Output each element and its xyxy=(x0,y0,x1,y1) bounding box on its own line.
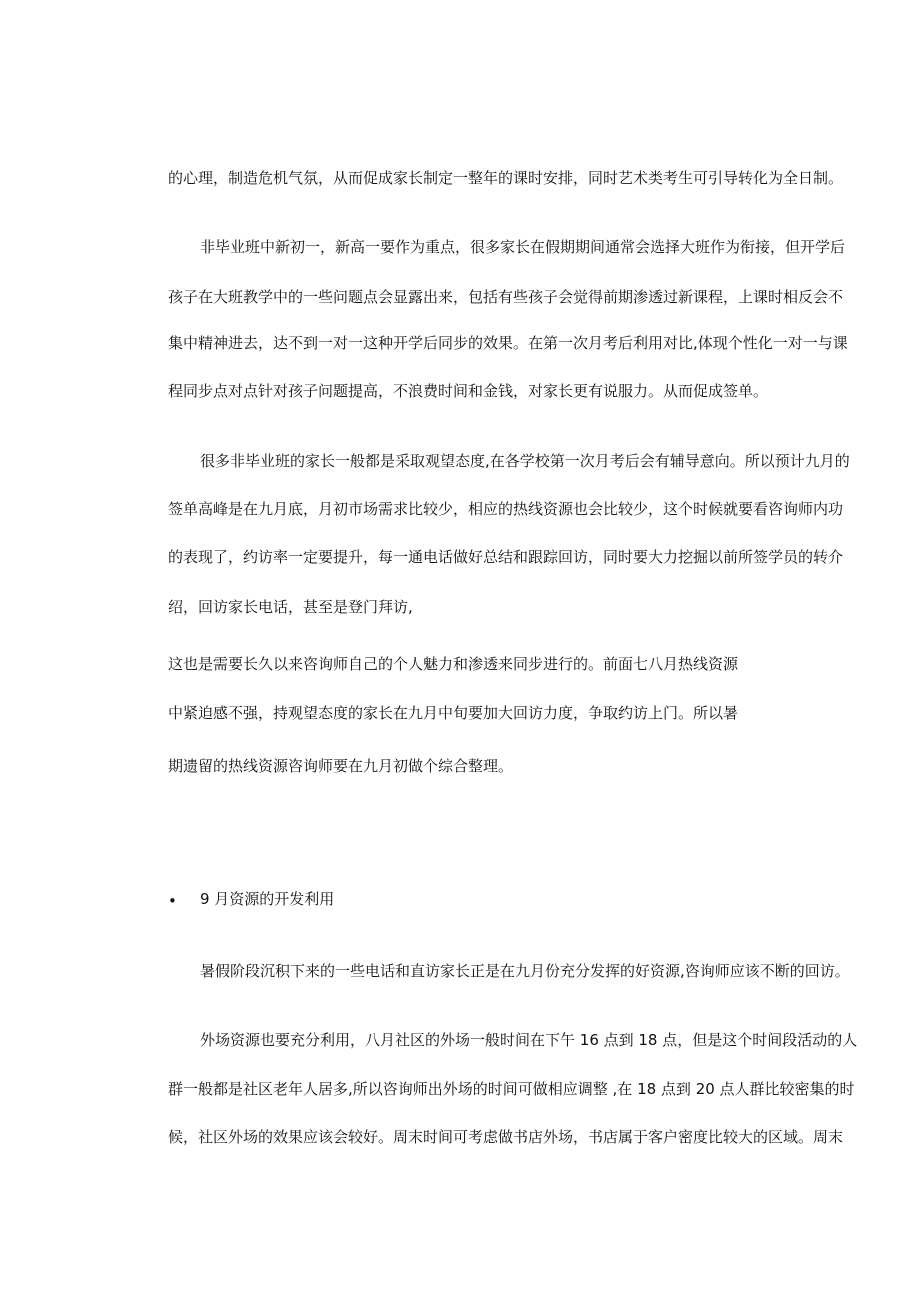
paragraph-4-line-1: 这也是需要长久以来咨询师自己的个人魅力和渗透来同步进行的。前面七八月热线资源 xyxy=(168,655,739,673)
paragraph-6-line-3: 候，社区外场的效果应该会较好。周末时间可考虑做书店外场，书店属于客户密度比较大的区域。周末 xyxy=(168,1128,844,1146)
paragraph-5-line-1: 暑假阶段沉积下来的一些电话和直访家长正是在九月份充分发挥的好资源,咨询师应该不断的回访。 xyxy=(200,962,850,980)
paragraph-6-line-2: 群一般都是社区老年人居多,所以咨询师出外场的时间可做相应调整 ,在 18 点到 20 点人群比较密集的时 xyxy=(168,1080,855,1098)
paragraph-4-line-2: 中紧迫感不强，持观望态度的家长在九月中旬要加大回访力度，争取约访上门。所以暑 xyxy=(168,704,739,722)
paragraph-6-line-1: 外场资源也要充分利用，八月社区的外场一般时间在下午 16 点到 18 点，但是这个时间段活动的人 xyxy=(200,1031,858,1049)
paragraph-2-line-3: 集中精神进去，达不到一对一这种开学后同步的效果。在第一次月考后利用对比,体现个性化一对一与课 xyxy=(168,334,848,352)
bullet-marker: • xyxy=(168,892,177,910)
paragraph-3-line-4: 绍，回访家长电话，甚至是登门拜访, xyxy=(168,598,413,616)
section-heading: 9 月资源的开发利用 xyxy=(200,890,335,908)
paragraph-2-line-1: 非毕业班中新初一，新高一要作为重点，很多家长在假期期间通常会选择大班作为衔接，但开学后 xyxy=(200,238,846,256)
paragraph-1-line-1: 的心理，制造危机气氛，从而促成家长制定一整年的课时安排，同时艺术类考生可引导转化为全日制。 xyxy=(168,169,844,187)
paragraph-2-line-2: 孩子在大班教学中的一些问题点会显露出来，包括有些孩子会觉得前期渗透过新课程，上课时相反会不 xyxy=(168,288,844,306)
paragraph-3-line-3: 的表现了，约访率一定要提升，每一通电话做好总结和跟踪回访，同时要大力挖掘以前所签学员的转介 xyxy=(168,548,844,566)
paragraph-4-line-3: 期遗留的热线资源咨询师要在九月初做个综合整理。 xyxy=(168,757,514,775)
paragraph-3-line-1: 很多非毕业班的家长一般都是采取观望态度,在各学校第一次月考后会有辅导意向。所以预计九月的 xyxy=(200,452,850,470)
paragraph-3-line-2: 签单高峰是在九月底，月初市场需求比较少，相应的热线资源也会比较少，这个时候就要看咨询师内功 xyxy=(168,500,844,518)
paragraph-2-line-4: 程同步点对点针对孩子问题提高，不浪费时间和金钱，对家长更有说服力。从而促成签单。 xyxy=(168,382,769,400)
